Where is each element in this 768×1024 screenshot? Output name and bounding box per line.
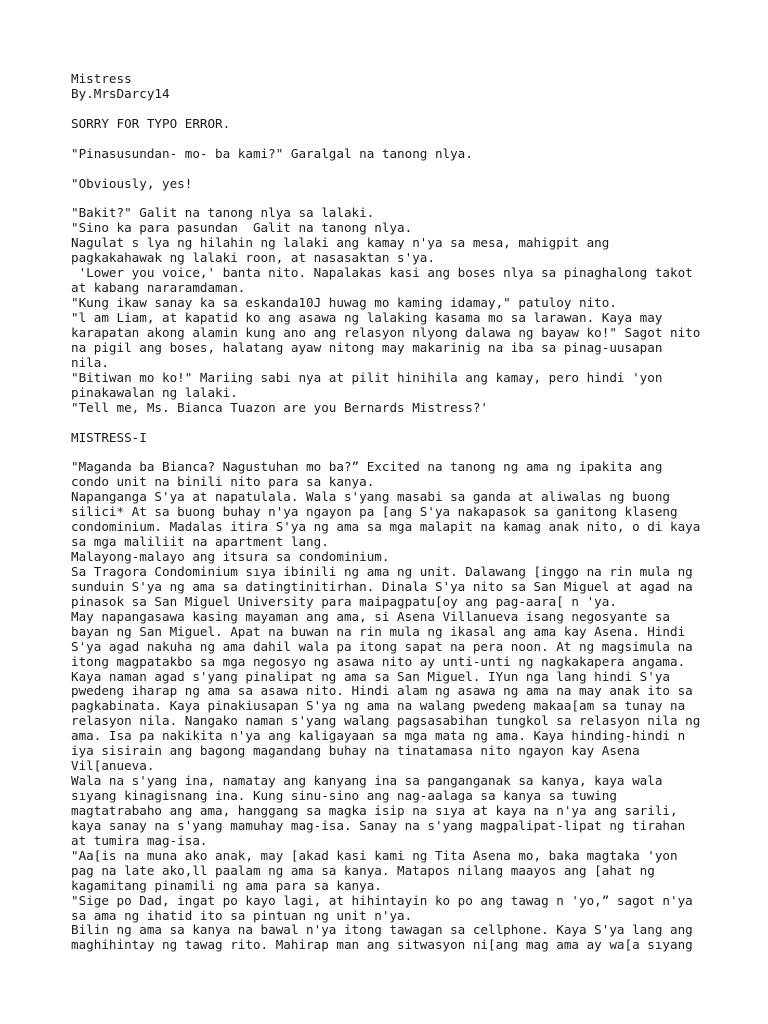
text-line: sa mga maliliit na apartment lang.	[71, 534, 329, 550]
text-line: By.MrsDarcy14	[71, 85, 170, 101]
text-line: "Sige po Dad, ingat po kayo lagi, at hihintayin ko po ang tawag n 'yo,” sagot n'ya	[71, 892, 693, 908]
text-line: "Kung ikaw sanay ka sa eskanda10J huwag mo kaming idamay," patuloy nito.	[71, 295, 617, 311]
text-line: "Tell me, Ms. Bianca Tuazon are you Bernards Mistress?'	[71, 399, 489, 415]
text-line: Malayong-malayo ang itsura sa condominium.	[71, 549, 390, 564]
text-line: "Pinasusundan- mo- ba kami?" Garalgal na tanong nlya.	[71, 145, 473, 161]
text-line: karapatan akong alamin kung ano ang relasyon nlyong dalawa ng bayaw ko!" Sagot nito	[71, 324, 701, 340]
text-line: Mistress	[71, 71, 132, 86]
text-line: ama. Isa pa nakikita n'ya ang kaligayaan sa mga mata ng ama. Kaya hinding-hindi n	[71, 728, 686, 744]
text-line: nila.	[71, 354, 109, 370]
text-line: maghihintay ng tawag rito. Mahirap man ang sitwasyon ni[ang mag ama ay wa[a sıyang	[71, 937, 693, 953]
text-line: itong magpatakbo sa mga negosyo ng asawa nito ay unti-unti ng nagkakapera angama.	[71, 653, 686, 669]
text-line: Sa Tragora Condominium sıya ibinili ng ama ng unit. Dalawang [inggo na rin mula ng	[71, 563, 693, 579]
text-line: Vil[anueva.	[71, 758, 155, 774]
text-line: pinasok sa San Miguel University para maipagpatu[oy ang pag-aara[ n 'ya.	[71, 593, 617, 609]
text-line	[71, 445, 711, 460]
text-line: kagamitang pinamili ng ama para sa kanya.	[71, 877, 382, 893]
text-line: "Sino ka para pasundan Galit na tanong nlya.	[71, 220, 413, 236]
text-line	[71, 416, 711, 431]
text-line: Wala na s'yang ina, namatay ang kanyang ina sa panganganak sa kanya, kaya wala	[71, 773, 663, 789]
text-line: MISTRESS-I	[71, 429, 147, 445]
text-line: at tumira mag-isa.	[71, 832, 208, 848]
text-line: condominium. Madalas itira S'ya ng ama sa mga malapit na kamag anak nito, o di kaya	[71, 519, 701, 535]
text-line: SORRY FOR TYPO ERROR.	[71, 115, 231, 131]
text-line: pagkakahawak ng lalaki roon, at nasasaktan s'ya.	[71, 250, 435, 266]
text-line: na pigil ang boses, halatang ayaw nitong may makarinig na iba sa pinag-uusapan	[71, 339, 663, 355]
text-line: sıyang kinagisnang ina. Kung sinu-sino ang nag-aalaga sa kanya sa tuwing	[71, 788, 617, 803]
text-line: silici* At sa buong buhay n'ya ngayon pa [ang S'ya nakapasok sa ganitong klaseng	[71, 504, 678, 520]
text-line: pag na late ako,ll paalam ng ama sa kanya. Matapos nilang maayos ang [ahat ng	[71, 862, 655, 878]
text-line	[71, 132, 711, 147]
text-line: condo unit na binili nito para sa kanya.	[71, 474, 375, 490]
text-line	[71, 192, 711, 207]
document-page	[71, 72, 711, 953]
text-line: Nagulat s lya ng hilahin ng lalaki ang kamay n'ya sa mesa, mahigpit ang	[71, 235, 610, 251]
text-line: bayan ng San Miguel. Apat na buwan na rin mula ng ikasal ang ama kay Asena. Hindi	[71, 623, 686, 639]
text-line: Napanganga S'ya at napatulala. Wala s'yang masabi sa ganda at aliwalas ng buong	[71, 489, 670, 505]
text-line: pinakawalan ng lalaki.	[71, 384, 238, 400]
text-line: relasyon nila. Nangako naman s'yang walang pagsasabihan tungkol sa relasyon nila ng	[71, 713, 701, 729]
text-line: Bilin ng ama sa kanya na bawal n'ya itong tawagan sa cellphone. Kaya S'ya lang ang	[71, 922, 693, 938]
text-line: magtatrabaho ang ama, hanggang sa magka isip na sıya at kaya na n'ya ang sarili,	[71, 802, 678, 818]
text-line	[71, 102, 711, 117]
text-line: pwedeng iharap ng ama sa asawa nito. Hindi alam ng asawa ng ama na may anak ito sa	[71, 683, 693, 699]
text-line: "Aa[is na muna ako anak, may [akad kasi kami ng Tita Asena mo, baka magtaka 'yon	[71, 847, 678, 863]
text-line: Kaya naman agad s'yang pinalipat ng ama sa San Miguel. IYun nga lang hindi S'ya	[71, 668, 670, 684]
text-line: iya sisirain ang bagong magandang buhay na tinatamasa nito ngayon kay Asena	[71, 743, 640, 759]
text-line: kaya sanay na s'yang mamuhay mag-isa. Sanay na s'yang magpalipat-lipat ng tirahan	[71, 817, 686, 833]
text-line: "l am Liam, at kapatid ko ang asawa ng lalaking kasama mo sa larawan. Kaya may	[71, 310, 663, 325]
text-line: pagkabinata. Kaya pinakiusapan S'ya ng ama na walang pwedeng makaa[am sa tunay na	[71, 698, 686, 714]
text-line: sa ama ng ihatid ito sa pintuan ng unit n'ya.	[71, 907, 413, 923]
text-line: sunduin S'ya ng ama sa datingtinitirhan. Dinala S'ya nito sa San Miguel at agad na	[71, 578, 693, 594]
text-line: "Bitiwan mo ko!" Mariing sabi nya at pilit hinihila ang kamay, pero hindi 'yon	[71, 369, 663, 385]
text-line	[71, 162, 711, 177]
text-line: "Obviously, yes!	[71, 175, 193, 191]
text-line: May napangasawa kasing mayaman ang ama, si Asena Villanueva isang negosyante sa	[71, 608, 670, 624]
text-line: "Maganda ba Bianca? Nagustuhan mo ba?” Excited na tanong ng ama ng ipakita ang	[71, 459, 663, 475]
text-line: "Bakit?" Galit na tanong nlya sa lalaki.	[71, 205, 375, 221]
text-line: at kabang nararamdaman.	[71, 280, 246, 296]
text-line: S'ya agad nakuha ng ama dahil wala pa itong sapat na pera noon. At ng magsimula na	[71, 638, 693, 654]
text-line: 'Lower you voice,' banta nito. Napalakas kasi ang boses nlya sa pinaghalong takot	[71, 265, 693, 281]
